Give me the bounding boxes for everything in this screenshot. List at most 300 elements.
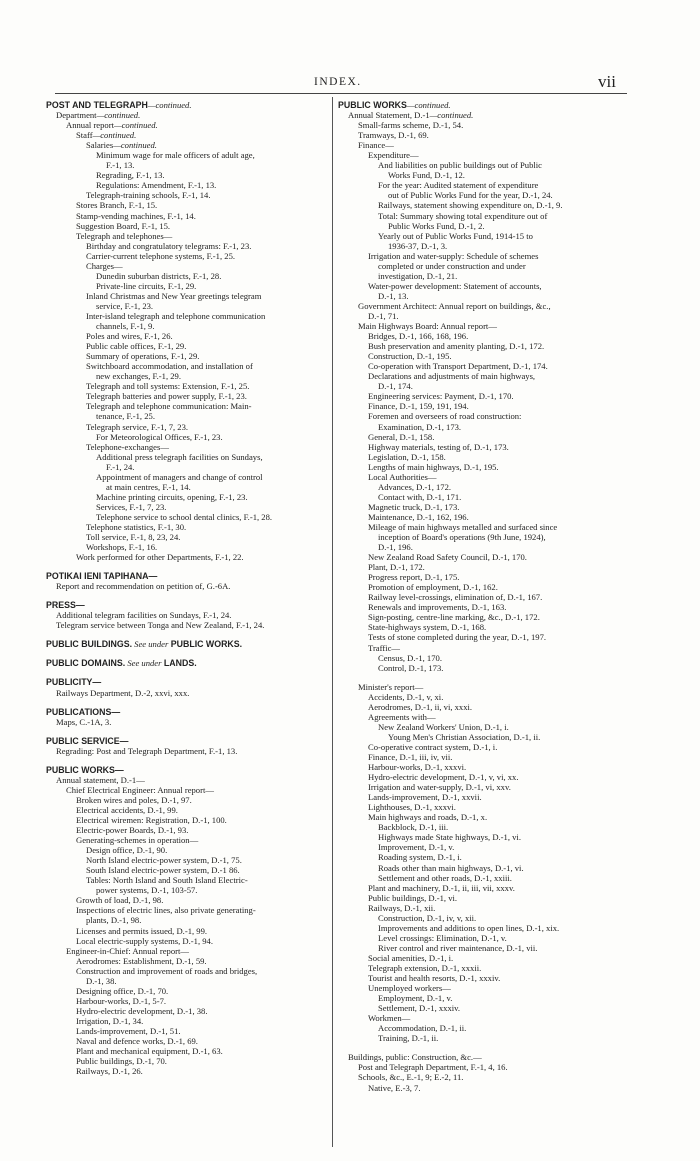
entry-text: Telegraph-training schools, F.-1, 14. bbox=[86, 190, 211, 201]
index-entry bbox=[338, 923, 630, 933]
entry-text: Engineering services: Payment, D.-1, 170. bbox=[368, 391, 514, 402]
index-entry bbox=[338, 261, 630, 271]
index-entry bbox=[46, 996, 328, 1006]
entry-text: Improvements and additions to open lines, D.-1, xix. bbox=[378, 922, 560, 933]
index-entry bbox=[46, 966, 328, 976]
index-entry bbox=[46, 746, 328, 756]
entry-text: Lands-improvement, D.-1, 51. bbox=[76, 1025, 181, 1036]
index-entry bbox=[338, 150, 630, 160]
entry-text: Suggestion Board, F.-1, 15. bbox=[76, 220, 171, 231]
entry-text: Finance, D.-1, iii, iv, vii. bbox=[368, 752, 453, 762]
index-entry bbox=[46, 865, 328, 875]
index-entry bbox=[338, 632, 630, 642]
index-entry bbox=[46, 251, 328, 261]
index-entry bbox=[46, 291, 328, 301]
index-entry bbox=[46, 620, 328, 630]
entry-note: —continued. bbox=[96, 110, 141, 121]
column-divider bbox=[332, 97, 333, 1147]
index-heading bbox=[46, 100, 328, 110]
index-entry bbox=[338, 682, 630, 692]
index-entry bbox=[338, 452, 630, 462]
entry-text: Work performed for other Departments, F.-1, 22. bbox=[76, 552, 244, 563]
index-entry bbox=[46, 688, 328, 698]
index-entry bbox=[338, 341, 630, 351]
entry-text: Lands-improvement, D.-1, xxvii. bbox=[368, 792, 482, 803]
index-entry bbox=[338, 271, 630, 281]
index-entry bbox=[338, 622, 630, 632]
index-entry bbox=[338, 231, 630, 241]
entry-text: New Zealand Workers' Union, D.-1, i. bbox=[378, 721, 509, 732]
entry-text: F.-1, 24. bbox=[106, 461, 135, 472]
index-entry bbox=[46, 835, 328, 845]
entry-text: Salaries bbox=[86, 140, 114, 151]
entry-text: Construction, D.-1, iv, v, xii. bbox=[378, 912, 477, 923]
entry-text: Government Architect: Annual report on buildings, &c., bbox=[358, 300, 551, 311]
entry-text: Machine printing circuits, opening, F.-1, 23. bbox=[96, 491, 248, 502]
entry-text: Public cable offices, F.-1, 29. bbox=[86, 341, 187, 352]
index-entry bbox=[338, 211, 630, 221]
entry-text: Roading system, D.-1, i. bbox=[378, 852, 462, 863]
entry-text: Telegraph and telephone communication: Main- bbox=[86, 401, 252, 412]
index-entry bbox=[338, 842, 630, 852]
entry-text: PUBLIC SERVICE— bbox=[46, 735, 129, 746]
entry-text: Yearly out of Public Works Fund, 1914-15 to bbox=[378, 230, 533, 241]
entry-text: Total: Summary showing total expenditure out of bbox=[378, 210, 548, 221]
entry-text: Carrier-current telephone systems, F.-1, 25. bbox=[86, 250, 236, 261]
entry-text: Telephone-exchanges— bbox=[86, 441, 169, 452]
entry-text: PUBLICATIONS— bbox=[46, 706, 121, 717]
index-entry bbox=[338, 301, 630, 311]
index-entry bbox=[46, 462, 328, 472]
entry-text: D.-1, 38. bbox=[86, 975, 117, 986]
entry-text: For Meteorological Offices, F.-1, 23. bbox=[96, 431, 223, 442]
index-entry bbox=[338, 391, 630, 401]
entry-text: Hydro-electric development, D.-1, v, vi, xx. bbox=[368, 772, 519, 783]
index-entry bbox=[46, 482, 328, 492]
entry-text: Licenses and permits issued, D.-1, 99. bbox=[76, 925, 208, 936]
index-entry bbox=[338, 993, 630, 1003]
entry-text: D.-1, 174. bbox=[378, 381, 413, 392]
index-entry bbox=[338, 1052, 630, 1062]
entry-text: Native, E.-3, 7. bbox=[368, 1082, 421, 1093]
entry-text: Summary of operations, F.-1, 29. bbox=[86, 351, 200, 362]
index-entry bbox=[338, 130, 630, 140]
entry-text: Bridges, D.-1, 166, 168, 196. bbox=[368, 331, 469, 342]
entry-text: Unemployed workers— bbox=[368, 983, 451, 994]
entry-text: Hydro-electric development, D.-1, 38. bbox=[76, 1005, 208, 1016]
index-entry bbox=[46, 502, 328, 512]
index-entry bbox=[46, 130, 328, 140]
index-entry bbox=[46, 452, 328, 462]
index-entry bbox=[46, 875, 328, 885]
index-entry bbox=[46, 211, 328, 221]
entry-text: Mileage of main highways metalled and surfaced since bbox=[368, 521, 558, 532]
index-entry bbox=[46, 321, 328, 331]
index-entry bbox=[46, 1066, 328, 1076]
index-entry bbox=[46, 442, 328, 452]
entry-note: —continued. bbox=[147, 100, 192, 110]
index-entry bbox=[46, 905, 328, 915]
entry-text: Workshops, F.-1, 16. bbox=[86, 542, 158, 553]
entry-text: out of Public Works Fund for the year, D.-1, 24. bbox=[388, 190, 553, 201]
entry-text: Highways made State highways, D.-1, vi. bbox=[378, 832, 521, 843]
entry-text: Minister's report— bbox=[358, 681, 424, 692]
index-entry bbox=[338, 1083, 630, 1093]
index-entry bbox=[46, 150, 328, 160]
index-entry bbox=[338, 381, 630, 391]
index-entry bbox=[46, 581, 328, 591]
entry-note: —continued. bbox=[92, 130, 137, 141]
entry-text: Renewals and improvements, D.-1, 163. bbox=[368, 602, 507, 613]
entry-text: Inter-island telegraph and telephone communication bbox=[86, 310, 266, 321]
index-entry bbox=[338, 442, 630, 452]
index-entry bbox=[46, 926, 328, 936]
index-entry bbox=[338, 482, 630, 492]
index-entry bbox=[338, 712, 630, 722]
index-entry bbox=[46, 1026, 328, 1036]
entry-text: Railways, statement showing expenditure on, D.-1, 9. bbox=[378, 200, 563, 211]
index-title: INDEX. bbox=[314, 76, 362, 88]
index-heading bbox=[46, 765, 328, 775]
entry-text: Stamp-vending machines, F.-1, 14. bbox=[76, 210, 196, 221]
entry-text: D.-1, 196. bbox=[378, 542, 413, 553]
index-entry bbox=[46, 221, 328, 231]
index-entry bbox=[338, 170, 630, 180]
index-entry bbox=[46, 200, 328, 210]
entry-text: Expenditure— bbox=[368, 150, 419, 161]
entry-text: D.-1, 71. bbox=[368, 310, 399, 321]
entry-text: PUBLIC BUILDINGS. bbox=[46, 639, 133, 650]
entry-text: Telegraph batteries and power supply, F.-1, 23. bbox=[86, 391, 247, 402]
entry-text: channels, F.-1, 9. bbox=[96, 321, 155, 332]
entry-text: Telegraph and telephones— bbox=[76, 230, 173, 241]
entry-text: Foremen and overseers of road construction: bbox=[368, 411, 522, 422]
entry-note: —continued. bbox=[429, 110, 474, 121]
entry-text: Level crossings: Elimination, D.-1, v. bbox=[378, 932, 507, 943]
index-entry bbox=[46, 1016, 328, 1026]
index-entry bbox=[338, 512, 630, 522]
index-entry bbox=[46, 532, 328, 542]
entry-text: Electric-power Boards, D.-1, 93. bbox=[76, 825, 189, 836]
entry-text: new exchanges, F.-1, 29. bbox=[96, 371, 181, 382]
index-entry bbox=[46, 522, 328, 532]
index-entry bbox=[338, 602, 630, 612]
entry-text: Toll service, F.-1, 8, 23, 24. bbox=[86, 532, 181, 543]
entry-text: Telegraph service, F.-1, 7, 23. bbox=[86, 421, 189, 432]
index-entry bbox=[338, 221, 630, 231]
entry-text: Designing office, D.-1, 70. bbox=[76, 985, 169, 996]
index-entry bbox=[46, 311, 328, 321]
index-entry bbox=[338, 1072, 630, 1082]
entry-text: Inland Christmas and New Year greetings telegram bbox=[86, 290, 262, 301]
index-entry bbox=[338, 281, 630, 291]
index-entry bbox=[46, 915, 328, 925]
entry-text: Public Works Fund, D.-1, 2. bbox=[388, 220, 485, 231]
index-entry bbox=[46, 231, 328, 241]
entry-note: —continued. bbox=[113, 140, 157, 151]
index-entry bbox=[46, 825, 328, 835]
entry-text: Telegraph extension, D.-1, xxxii. bbox=[368, 962, 482, 973]
entry-text: Minimum wage for male officers of adult age, bbox=[96, 150, 255, 161]
index-entry bbox=[338, 200, 630, 210]
entry-text: D.-1, 13. bbox=[378, 290, 409, 301]
entry-text: Highway materials, testing of, D.-1, 173. bbox=[368, 441, 509, 452]
entry-text: Aerodromes: Establishment, D.-1, 59. bbox=[76, 955, 207, 966]
index-heading bbox=[46, 658, 328, 668]
entry-text: PUBLICITY— bbox=[46, 677, 102, 688]
entry-text: Irrigation, D.-1, 34. bbox=[76, 1015, 144, 1026]
index-entry bbox=[338, 502, 630, 512]
entry-text: Dunedin suburban districts, F.-1, 28. bbox=[96, 270, 222, 281]
entry-text: Charges— bbox=[86, 260, 123, 271]
entry-text: Annual statement, D.-1— bbox=[56, 774, 145, 785]
index-entry bbox=[338, 1013, 630, 1023]
index-entry bbox=[338, 562, 630, 572]
entry-text: Census, D.-1, 170. bbox=[378, 652, 442, 663]
index-entry bbox=[338, 973, 630, 983]
index-entry bbox=[46, 341, 328, 351]
index-entry bbox=[46, 110, 328, 120]
entry-text: Annual report bbox=[66, 120, 114, 131]
index-entry bbox=[46, 190, 328, 200]
entry-text: Schools, &c., E.-1, 9; E.-2, 11. bbox=[358, 1072, 464, 1083]
index-entry bbox=[338, 361, 630, 371]
index-entry bbox=[46, 411, 328, 421]
index-entry bbox=[46, 180, 328, 190]
entry-text: Poles and wires, F.-1, 26. bbox=[86, 331, 173, 342]
index-entry bbox=[46, 301, 328, 311]
entry-text: Additional press telegraph facilities on Sundays, bbox=[96, 451, 263, 462]
index-entry bbox=[46, 160, 328, 170]
entry-text: Railways, D.-1, xii. bbox=[368, 902, 436, 913]
index-entry bbox=[46, 492, 328, 502]
index-entry bbox=[338, 963, 630, 973]
entry-text: Maps, C.-1A, 3. bbox=[56, 716, 112, 727]
index-entry bbox=[46, 512, 328, 522]
entry-text: Tramways, D.-1, 69. bbox=[358, 130, 429, 141]
index-entry bbox=[46, 391, 328, 401]
entry-text: Appointment of managers and change of control bbox=[96, 471, 263, 482]
index-entry bbox=[46, 432, 328, 442]
index-entry bbox=[338, 251, 630, 261]
entry-text: completed or under construction and under bbox=[378, 260, 526, 271]
entry-text: Improvement, D.-1, v. bbox=[378, 842, 455, 853]
index-entry bbox=[338, 893, 630, 903]
index-entry bbox=[46, 351, 328, 361]
entry-text: Settlement, D.-1, xxxiv. bbox=[378, 1003, 461, 1014]
index-entry bbox=[338, 401, 630, 411]
entry-text: Chief Electrical Engineer: Annual report— bbox=[66, 784, 214, 795]
left-column bbox=[46, 100, 328, 1076]
index-entry bbox=[46, 795, 328, 805]
index-entry bbox=[338, 643, 630, 653]
index-entry bbox=[338, 792, 630, 802]
entry-text: Department bbox=[56, 110, 97, 121]
index-entry bbox=[338, 722, 630, 732]
index-entry bbox=[46, 120, 328, 130]
entry-text: at main centres, F.-1, 14. bbox=[106, 481, 191, 492]
index-entry bbox=[46, 936, 328, 946]
entry-text: Main highways and roads, D.-1, x. bbox=[368, 812, 488, 823]
index-entry bbox=[338, 913, 630, 923]
entry-text: Design office, D.-1, 90. bbox=[86, 845, 168, 856]
index-entry bbox=[338, 432, 630, 442]
cross-reference: PUBLIC WORKS. bbox=[168, 639, 243, 650]
index-entry bbox=[338, 572, 630, 582]
entry-text: Telegram service between Tonga and New Zealand, F.-1, 24. bbox=[56, 620, 265, 631]
entry-text: River control and river maintenance, D.-1, vii. bbox=[378, 942, 538, 953]
index-entry bbox=[338, 241, 630, 251]
index-entry bbox=[338, 472, 630, 482]
entry-note: —continued. bbox=[406, 100, 451, 110]
entry-text: Maintenance, D.-1, 162, 196. bbox=[368, 511, 469, 522]
index-entry bbox=[338, 953, 630, 963]
index-entry bbox=[338, 943, 630, 953]
index-entry bbox=[46, 976, 328, 986]
entry-text: Lighthouses, D.-1, xxxvi. bbox=[368, 802, 456, 813]
entry-text: Public buildings, D.-1, vi. bbox=[368, 892, 458, 903]
entry-text: General, D.-1, 158. bbox=[368, 431, 435, 442]
entry-text: Broken wires and poles, D.-1, 97. bbox=[76, 794, 192, 805]
entry-text: Advances, D.-1, 172. bbox=[378, 481, 452, 492]
entry-text: Growth of load, D.-1, 98. bbox=[76, 895, 164, 906]
index-entry bbox=[338, 742, 630, 752]
index-entry bbox=[46, 775, 328, 785]
index-entry bbox=[338, 492, 630, 502]
index-entry bbox=[46, 381, 328, 391]
right-column bbox=[338, 100, 630, 1093]
entry-text: PUBLIC WORKS— bbox=[46, 764, 124, 775]
entry-text: Accidents, D.-1, v, xi. bbox=[368, 691, 444, 702]
entry-text: Regrading: Post and Telegraph Department, F.-1, 13. bbox=[56, 745, 238, 756]
entry-text: Roads other than main highways, D.-1, vi. bbox=[378, 862, 524, 873]
entry-text: Water-power development: Statement of accounts, bbox=[368, 280, 542, 291]
entry-note: See under bbox=[132, 639, 169, 650]
entry-text: F.-1, 13. bbox=[106, 160, 135, 171]
index-entry bbox=[338, 1023, 630, 1033]
entry-text: Social amenities, D.-1, i. bbox=[368, 952, 454, 963]
index-entry bbox=[338, 371, 630, 381]
entry-text: PUBLIC WORKS bbox=[338, 100, 407, 110]
index-entry bbox=[338, 653, 630, 663]
entry-text: Harbour-works, D.-1, xxxvi. bbox=[368, 762, 467, 773]
entry-text: Telephone statistics, F.-1, 30. bbox=[86, 521, 187, 532]
entry-text: Main Highways Board: Annual report— bbox=[358, 321, 497, 332]
entry-text: Regrading, F.-1, 13. bbox=[96, 170, 165, 181]
entry-text: Finance, D.-1, 159, 191, 194. bbox=[368, 401, 469, 412]
index-entry bbox=[338, 812, 630, 822]
entry-text: Co-operative contract system, D.-1, i. bbox=[368, 741, 498, 752]
index-entry bbox=[46, 610, 328, 620]
entry-text: Lengths of main highways, D.-1, 195. bbox=[368, 461, 499, 472]
entry-text: tenance, F.-1, 25. bbox=[96, 411, 155, 422]
entry-text: Control, D.-1, 173. bbox=[378, 662, 444, 673]
index-entry bbox=[338, 311, 630, 321]
index-entry bbox=[46, 1056, 328, 1066]
page-number: vii bbox=[598, 72, 616, 91]
index-entry bbox=[338, 822, 630, 832]
index-entry bbox=[338, 1062, 630, 1072]
entry-text: Finance— bbox=[358, 140, 394, 151]
entry-note: —continued. bbox=[113, 120, 158, 131]
entry-text: Public buildings, D.-1, 70. bbox=[76, 1056, 167, 1067]
entry-text: Contact with, D.-1, 171. bbox=[378, 491, 462, 502]
entry-text: New Zealand Road Safety Council, D.-1, 170. bbox=[368, 552, 527, 563]
entry-text: Declarations and adjustments of main highways, bbox=[368, 371, 536, 382]
index-entry bbox=[46, 956, 328, 966]
index-entry bbox=[338, 983, 630, 993]
index-entry bbox=[338, 522, 630, 532]
index-entry bbox=[46, 717, 328, 727]
index-entry bbox=[338, 863, 630, 873]
entry-text: Railways, D.-1, 26. bbox=[76, 1066, 143, 1077]
index-entry bbox=[338, 873, 630, 883]
entry-text: Local Authorities— bbox=[368, 471, 437, 482]
index-heading bbox=[46, 571, 328, 581]
index-entry bbox=[46, 371, 328, 381]
entry-text: Regulations: Amendment, F.-1, 13. bbox=[96, 180, 217, 191]
index-entry bbox=[338, 702, 630, 712]
entry-text: Small-farms scheme, D.-1, 54. bbox=[358, 120, 464, 131]
entry-text: For the year: Audited statement of expenditure bbox=[378, 180, 539, 191]
entry-text: Irrigation and water-supply: Schedule of schemes bbox=[368, 250, 539, 261]
entry-text: Sign-posting, centre-line marking, &c., D.-1, 172. bbox=[368, 612, 540, 623]
entry-text: Training, D.-1, ii. bbox=[378, 1033, 439, 1044]
index-entry bbox=[46, 140, 328, 150]
index-entry bbox=[338, 422, 630, 432]
index-entry bbox=[46, 986, 328, 996]
entry-text: POST AND TELEGRAPH bbox=[46, 100, 148, 110]
entry-text: Magnetic truck, D.-1, 173. bbox=[368, 501, 460, 512]
entry-text: Backblock, D.-1, iii. bbox=[378, 822, 449, 833]
index-entry bbox=[338, 1033, 630, 1043]
index-heading bbox=[46, 707, 328, 717]
index-entry bbox=[46, 855, 328, 865]
index-entry bbox=[338, 592, 630, 602]
entry-text: Promotion of employment, D.-1, 162. bbox=[368, 582, 498, 593]
index-entry bbox=[46, 401, 328, 411]
index-entry bbox=[338, 832, 630, 842]
index-entry bbox=[338, 180, 630, 190]
entry-text: North Island electric-power system, D.-1, 75. bbox=[86, 855, 242, 866]
entry-text: State-highways system, D.-1, 168. bbox=[368, 622, 487, 633]
index-entry bbox=[338, 582, 630, 592]
entry-text: Accommodation, D.-1, ii. bbox=[378, 1023, 467, 1034]
entry-text: Engineer-in-Chief: Annual report— bbox=[66, 945, 189, 956]
index-entry bbox=[46, 845, 328, 855]
entry-text: Generating-schemes in operation— bbox=[76, 835, 199, 846]
entry-text: Co-operation with Transport Department, D.-1, 174. bbox=[368, 361, 548, 372]
entry-text: Naval and defence works, D.-1, 69. bbox=[76, 1036, 198, 1047]
entry-text: Buildings, public: Construction, &c.— bbox=[348, 1052, 482, 1063]
entry-text: Irrigation and water-supply, D.-1, vi, xxv. bbox=[368, 782, 511, 793]
index-entry bbox=[338, 903, 630, 913]
entry-text: Young Men's Christian Association, D.-1, ii. bbox=[388, 731, 541, 742]
entry-text: And liabilities on public buildings out of Public bbox=[378, 160, 542, 171]
entry-text: Birthday and congratulatory telegrams: F.-1, 23. bbox=[86, 240, 252, 251]
entry-text: Agreements with— bbox=[368, 711, 436, 722]
index-entry bbox=[46, 1036, 328, 1046]
index-entry bbox=[338, 663, 630, 673]
index-entry bbox=[338, 802, 630, 812]
entry-text: Private-line circuits, F.-1, 29. bbox=[96, 280, 197, 291]
entry-text: Aerodromes, D.-1, ii, vi, xxxi. bbox=[368, 701, 473, 712]
index-entry bbox=[46, 785, 328, 795]
index-entry bbox=[338, 140, 630, 150]
entry-text: inception of Board's operations (9th June, 1924), bbox=[378, 532, 546, 543]
index-heading bbox=[46, 639, 328, 649]
entry-text: Staff bbox=[76, 130, 93, 141]
